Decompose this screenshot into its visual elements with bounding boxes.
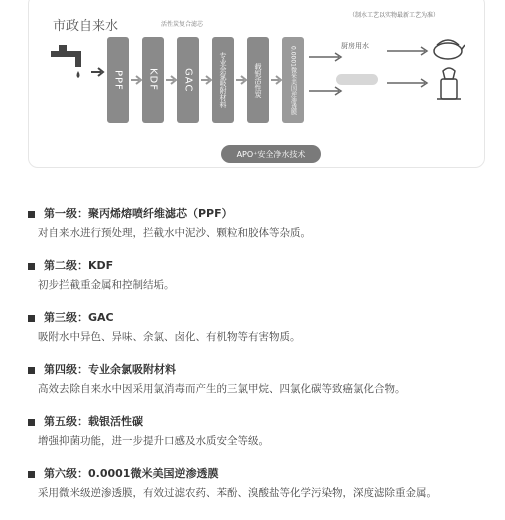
bullet-square-icon xyxy=(28,471,35,478)
cartridge-silver-carbon: 载银活性炭 xyxy=(247,37,269,123)
water-dispenser-icon xyxy=(433,65,465,101)
filtration-stages-list xyxy=(28,207,498,519)
stage-title: 第二级：KDF xyxy=(44,259,114,272)
output-arrows xyxy=(385,45,431,95)
filtration-diagram xyxy=(28,0,485,168)
stage-title: 第一级：聚丙烯熔喷纤维滤芯（PPF） xyxy=(44,207,233,220)
stage-title: 第五级：载银活性碳 xyxy=(44,415,143,428)
drinking-water-pill xyxy=(336,74,378,85)
bullet-square-icon xyxy=(28,211,35,218)
stage-description: 采用微米级逆渗透膜，有效过滤农药、苯酚、溴酸盐等化学污染物，深度滤除重金属。 xyxy=(38,487,437,499)
stage-item xyxy=(28,415,498,467)
faucet-icon xyxy=(51,45,85,85)
bullet-square-icon xyxy=(28,367,35,374)
stage-item xyxy=(28,311,498,363)
tech-badge: APO⁺安全净水技术 xyxy=(221,145,321,163)
source-label: 市政自来水 xyxy=(53,19,119,34)
stage-title: 第四级：专业余氯吸附材料 xyxy=(44,363,176,376)
bullet-square-icon xyxy=(28,315,35,322)
cartridge-ppf: PPF xyxy=(107,37,129,123)
bullet-square-icon xyxy=(28,419,35,426)
stage-item xyxy=(28,467,498,519)
stage-item xyxy=(28,259,498,311)
arrow-icon xyxy=(91,67,107,77)
bullet-square-icon xyxy=(28,263,35,270)
cartridge-ro-membrane: 0.0001微米美国逆渗透膜 xyxy=(282,37,304,123)
stage-description: 吸附水中异色、异味、余氯、卤化、有机物等有害物质。 xyxy=(38,331,301,343)
stage-description: 初步拦截重金属和控制结垢。 xyxy=(38,279,175,291)
note-label: （制水工艺以实物最新工艺为准） xyxy=(349,12,440,19)
kettle-icon xyxy=(431,33,465,61)
stage-title: 第六级：0.0001微米美国逆渗透膜 xyxy=(44,467,219,480)
filters-label: 活性炭复合滤芯 xyxy=(161,21,204,28)
stage-title: 第三级：GAC xyxy=(44,311,114,324)
cartridge-chlorine-adsorbent: 专业余氯吸附材料 xyxy=(212,37,234,123)
cartridge-gac: GAC xyxy=(177,37,199,123)
cartridge-kdf: KDF xyxy=(142,37,164,123)
stage-description: 高效去除自来水中因采用氯消毒而产生的三氯甲烷、四氯化碳等致癌氯化合物。 xyxy=(38,383,406,395)
stage-description: 增强抑菌功能，进一步提升口感及水质安全等级。 xyxy=(38,435,269,447)
kitchen-water-label: 厨房用水 xyxy=(341,42,369,50)
stage-description: 对自来水进行预处理，拦截水中泥沙、颗粒和胶体等杂质。 xyxy=(38,227,311,239)
stage-item xyxy=(28,363,498,415)
stage-item xyxy=(28,207,498,259)
